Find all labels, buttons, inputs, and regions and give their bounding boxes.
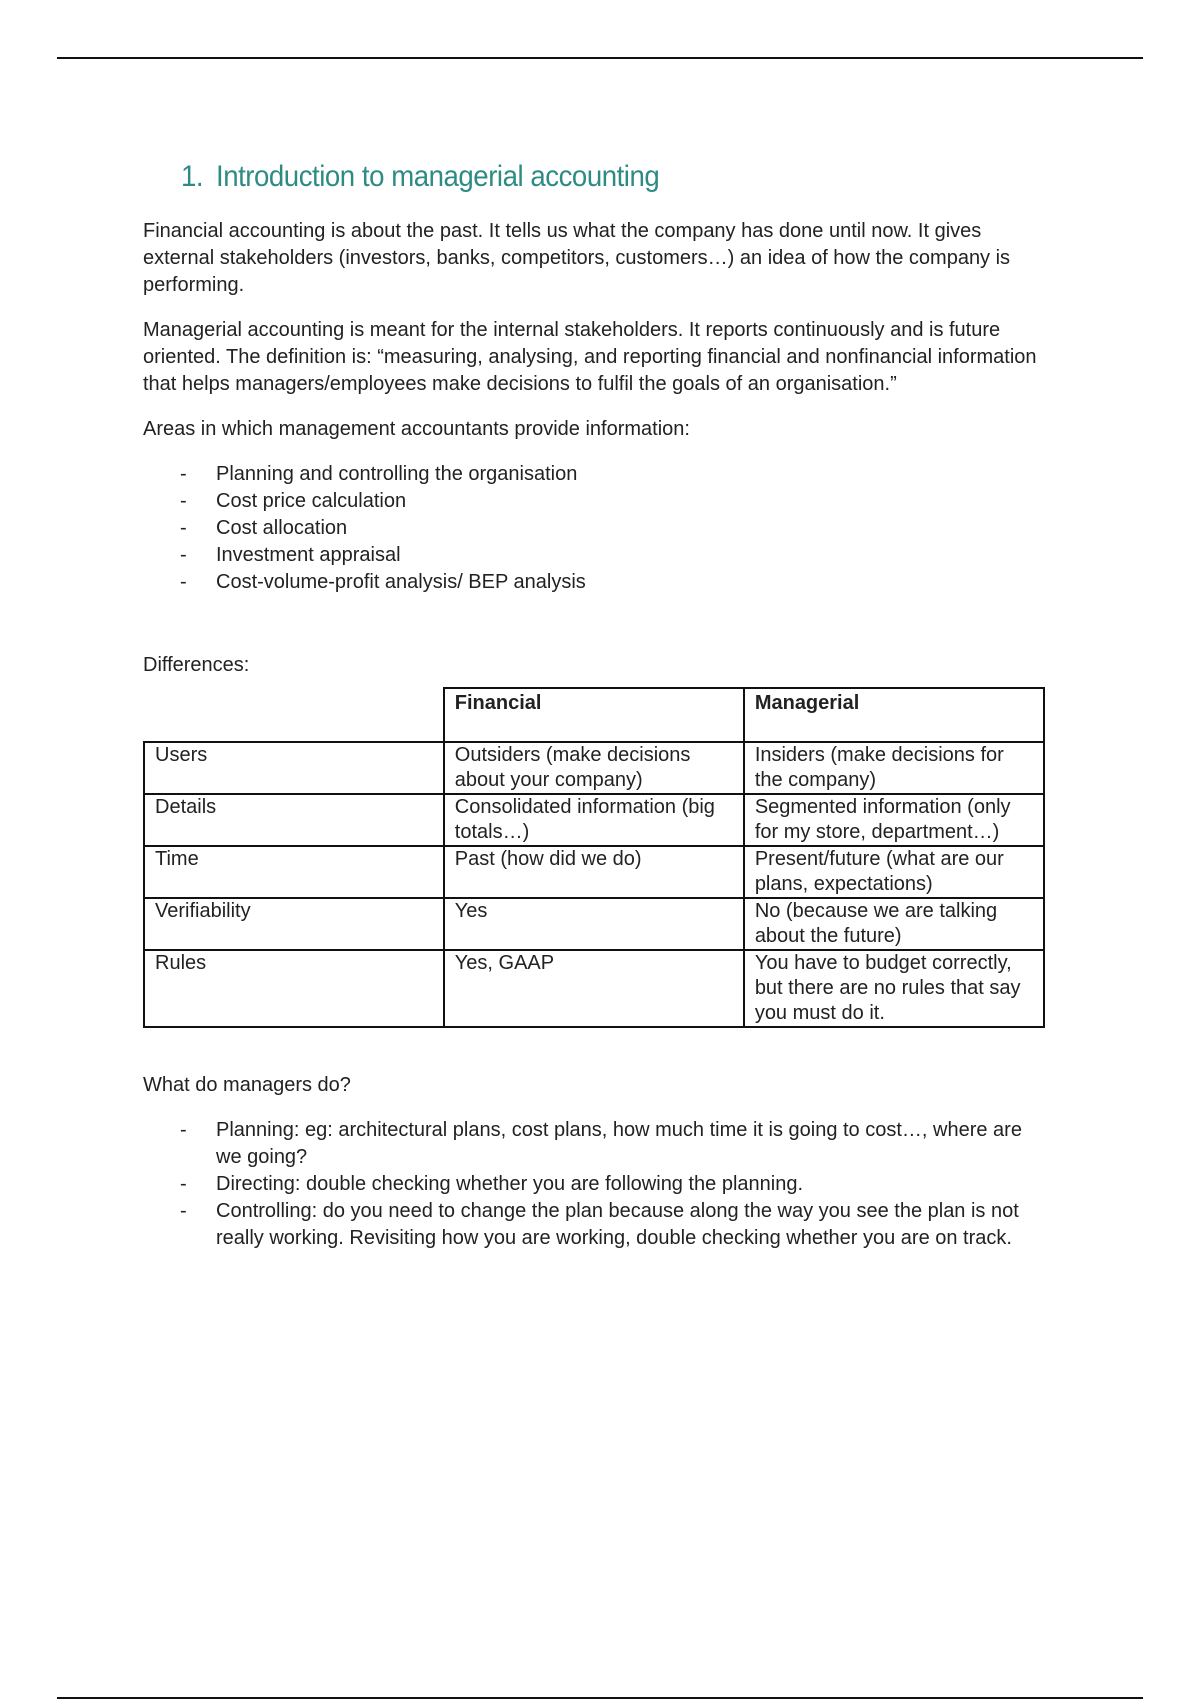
row-label: Time [144,846,444,898]
table-header-row [144,688,1044,742]
financial-cell: Consolidated information (big totals…) [444,794,744,846]
section-title: Introduction to managerial accounting [215,160,660,193]
list-item: - Planning and controlling the organisation [216,461,1053,488]
table-row [144,794,1044,846]
managers-list [143,1117,1053,1252]
row-label: Users [144,742,444,794]
financial-accounting-paragraph: Financial accounting is about the past. It tells us what the company has done until now. It gives external stakeholders (investors, banks, competitors, customers…) an idea of how the company is performing. [143,220,1011,296]
list-item: - Controlling: do you need to change the plan because along the way you see the plan is not really working. Revisiting how you are working, double checking whether you are on track. [216,1198,1053,1252]
financial-cell: Yes, GAAP [444,950,744,1027]
managerial-cell: No (because we are talking about the future) [744,898,1044,950]
list-item: - Cost price calculation [216,488,1053,515]
row-label: Rules [144,950,444,1027]
page-top-rule [57,57,1143,59]
section-heading [181,160,983,194]
table-corner-cell [144,688,444,742]
financial-cell: Past (how did we do) [444,846,744,898]
differences-table [143,687,1045,1028]
managerial-accounting-paragraph: Managerial accounting is meant for the internal stakeholders. It reports continuously and is future oriented. The definition is: “measuring, analysing, and reporting financial and nonfinancial information that helps managers/employees make decisions to fulfil the goals of an organisation.” [143,319,1037,395]
document-body [143,160,1053,1270]
differences-label: Differences: [143,654,250,676]
financial-cell: Outsiders (make decisions about your company) [444,742,744,794]
areas-list [143,461,1053,596]
list-item: - Cost-volume-profit analysis/ BEP analysis [216,569,1053,596]
managerial-cell: Present/future (what are our plans, expectations) [744,846,1044,898]
financial-cell: Yes [444,898,744,950]
areas-intro-text: Areas in which management accountants provide information: [143,418,690,440]
managers-question: What do managers do? [143,1074,351,1096]
table-row [144,898,1044,950]
spacer [143,614,1053,652]
list-item: - Planning: eg: architectural plans, cost plans, how much time it is going to cost…, where are we going? [216,1117,1053,1171]
list-item: - Directing: double checking whether you are following the planning. [216,1171,1053,1198]
header-managerial: Managerial [744,688,1044,742]
row-label: Verifiability [144,898,444,950]
list-item: - Cost allocation [216,515,1053,542]
header-financial: Financial [444,688,744,742]
table-row [144,742,1044,794]
managerial-cell: Segmented information (only for my store, department…) [744,794,1044,846]
row-label: Details [144,794,444,846]
table-row [144,950,1044,1027]
managerial-cell: You have to budget correctly, but there are no rules that say you must do it. [744,950,1044,1027]
table-row [144,846,1044,898]
page-bottom-rule [57,1697,1143,1699]
managerial-cell: Insiders (make decisions for the company) [744,742,1044,794]
list-item: - Investment appraisal [216,542,1053,569]
section-number: 1. [181,160,204,193]
